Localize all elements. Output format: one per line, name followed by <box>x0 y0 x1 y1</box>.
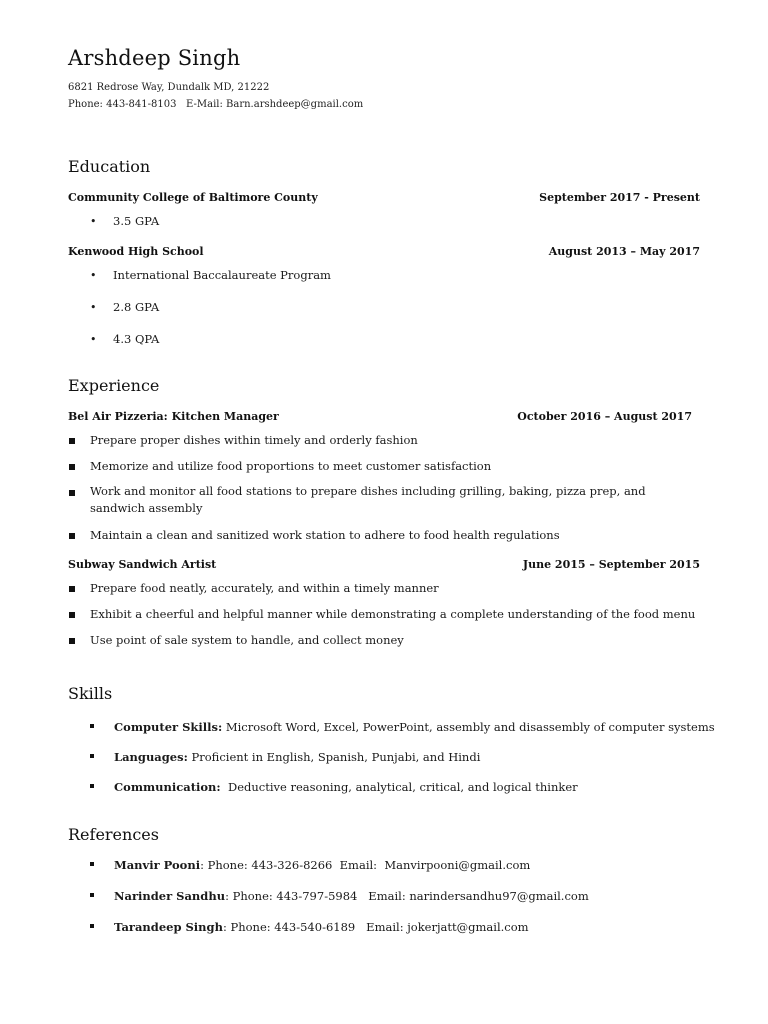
square-bullet-icon <box>90 754 94 758</box>
list-item <box>69 633 404 647</box>
reference-text <box>114 889 589 903</box>
square-bullet-icon <box>90 862 94 866</box>
list-item <box>69 433 418 447</box>
entry-org: Kenwood High School <box>68 245 204 258</box>
square-bullet-icon <box>69 438 75 444</box>
education-entry-ccbc <box>68 191 700 207</box>
list-item <box>90 214 160 228</box>
list-item <box>69 459 492 473</box>
square-bullet-icon <box>90 724 94 728</box>
skill-text <box>114 750 480 764</box>
list-item-text: Exhibit a cheerful and helpful manner while demonstrating a complete understanding of the food menu <box>90 607 696 621</box>
list-item <box>90 889 589 903</box>
list-item-text: Prepare food neatly, accurately, and within a timely manner <box>90 581 439 595</box>
bullet-icon: • <box>90 269 97 282</box>
square-bullet-icon <box>90 924 94 928</box>
entry-org: Bel Air Pizzeria: Kitchen Manager <box>68 410 279 423</box>
square-bullet-icon <box>69 464 75 470</box>
list-item <box>69 484 646 515</box>
list-item-text: Work and monitor all food stations to prepare dishes including grilling, baking, pizza prep, and sandwich assembly <box>90 484 646 515</box>
skill-text <box>114 780 578 794</box>
square-bullet-icon <box>90 784 94 788</box>
list-item <box>69 528 560 542</box>
list-item <box>90 332 160 346</box>
bullet-icon: • <box>90 215 97 228</box>
experience-heading: Experience <box>68 376 160 395</box>
address-line: 6821 Redrose Way, Dundalk MD, 21222 <box>68 82 270 93</box>
skills-heading: Skills <box>68 684 113 703</box>
entry-date: August 2013 – May 2017 <box>548 245 700 258</box>
skill-label: Communication: <box>114 780 221 794</box>
reference-details: : Phone: 443-797-5984 Email: narindersandhu97@gmail.com <box>225 889 589 903</box>
reference-details: : Phone: 443-540-6189 Email: jokerjatt@gmail.com <box>222 920 529 934</box>
list-item <box>90 720 715 734</box>
experience-entry-subway <box>68 558 700 574</box>
list-item <box>90 920 529 934</box>
reference-name: Narinder Sandhu <box>114 889 226 903</box>
list-item-text: 4.3 QPA <box>113 332 160 346</box>
list-item <box>69 581 439 595</box>
skill-value: Proficient in English, Spanish, Punjabi, and Hindi <box>187 750 481 764</box>
square-bullet-icon <box>69 612 75 618</box>
square-bullet-icon <box>69 638 75 644</box>
list-item <box>90 750 481 764</box>
square-bullet-icon <box>69 490 75 496</box>
list-item <box>90 268 331 282</box>
contact-line: Phone: 443-841-8103 E-Mail: Barn.arshdeep@gmail.com <box>68 99 364 110</box>
list-item-text: Use point of sale system to handle, and collect money <box>90 633 404 647</box>
education-heading: Education <box>68 157 151 176</box>
skill-label: Languages: <box>114 750 188 764</box>
list-item <box>90 300 160 314</box>
square-bullet-icon <box>90 893 94 897</box>
list-item-text: Maintain a clean and sanitized work station to adhere to food health regulations <box>90 528 560 542</box>
candidate-name: Arshdeep Singh <box>68 46 241 70</box>
entry-date: June 2015 – September 2015 <box>522 558 700 571</box>
list-item <box>90 858 531 872</box>
list-item <box>69 607 696 621</box>
skill-text <box>114 720 715 734</box>
skill-label: Computer Skills: <box>114 720 223 734</box>
entry-date: October 2016 – August 2017 <box>517 410 692 423</box>
reference-text <box>114 858 530 872</box>
reference-details: : Phone: 443-326-8266 Email: Manvirpooni@gmail.com <box>200 858 531 872</box>
skill-value: Microsoft Word, Excel, PowerPoint, assembly and disassembly of computer systems <box>222 720 715 734</box>
entry-org: Subway Sandwich Artist <box>68 558 217 571</box>
skill-value: Deductive reasoning, analytical, critical, and logical thinker <box>220 780 578 794</box>
reference-name: Manvir Pooni <box>114 858 201 872</box>
list-item-text: 2.8 GPA <box>113 300 160 314</box>
entry-date: September 2017 - Present <box>539 191 700 204</box>
square-bullet-icon <box>69 533 75 539</box>
reference-text <box>114 920 529 934</box>
experience-entry-belair <box>68 410 692 426</box>
square-bullet-icon <box>69 586 75 592</box>
list-item-text: International Baccalaureate Program <box>113 268 331 282</box>
list-item-text: Memorize and utilize food proportions to meet customer satisfaction <box>90 459 492 473</box>
list-item <box>90 780 578 794</box>
bullet-icon: • <box>90 333 97 346</box>
list-item-text: 3.5 GPA <box>113 214 160 228</box>
bullet-icon: • <box>90 301 97 314</box>
list-item-text: Prepare proper dishes within timely and orderly fashion <box>90 433 418 447</box>
education-entry-kenwood <box>68 245 700 261</box>
entry-org: Community College of Baltimore County <box>68 191 318 204</box>
references-heading: References <box>68 825 159 844</box>
reference-name: Tarandeep Singh <box>114 920 223 934</box>
